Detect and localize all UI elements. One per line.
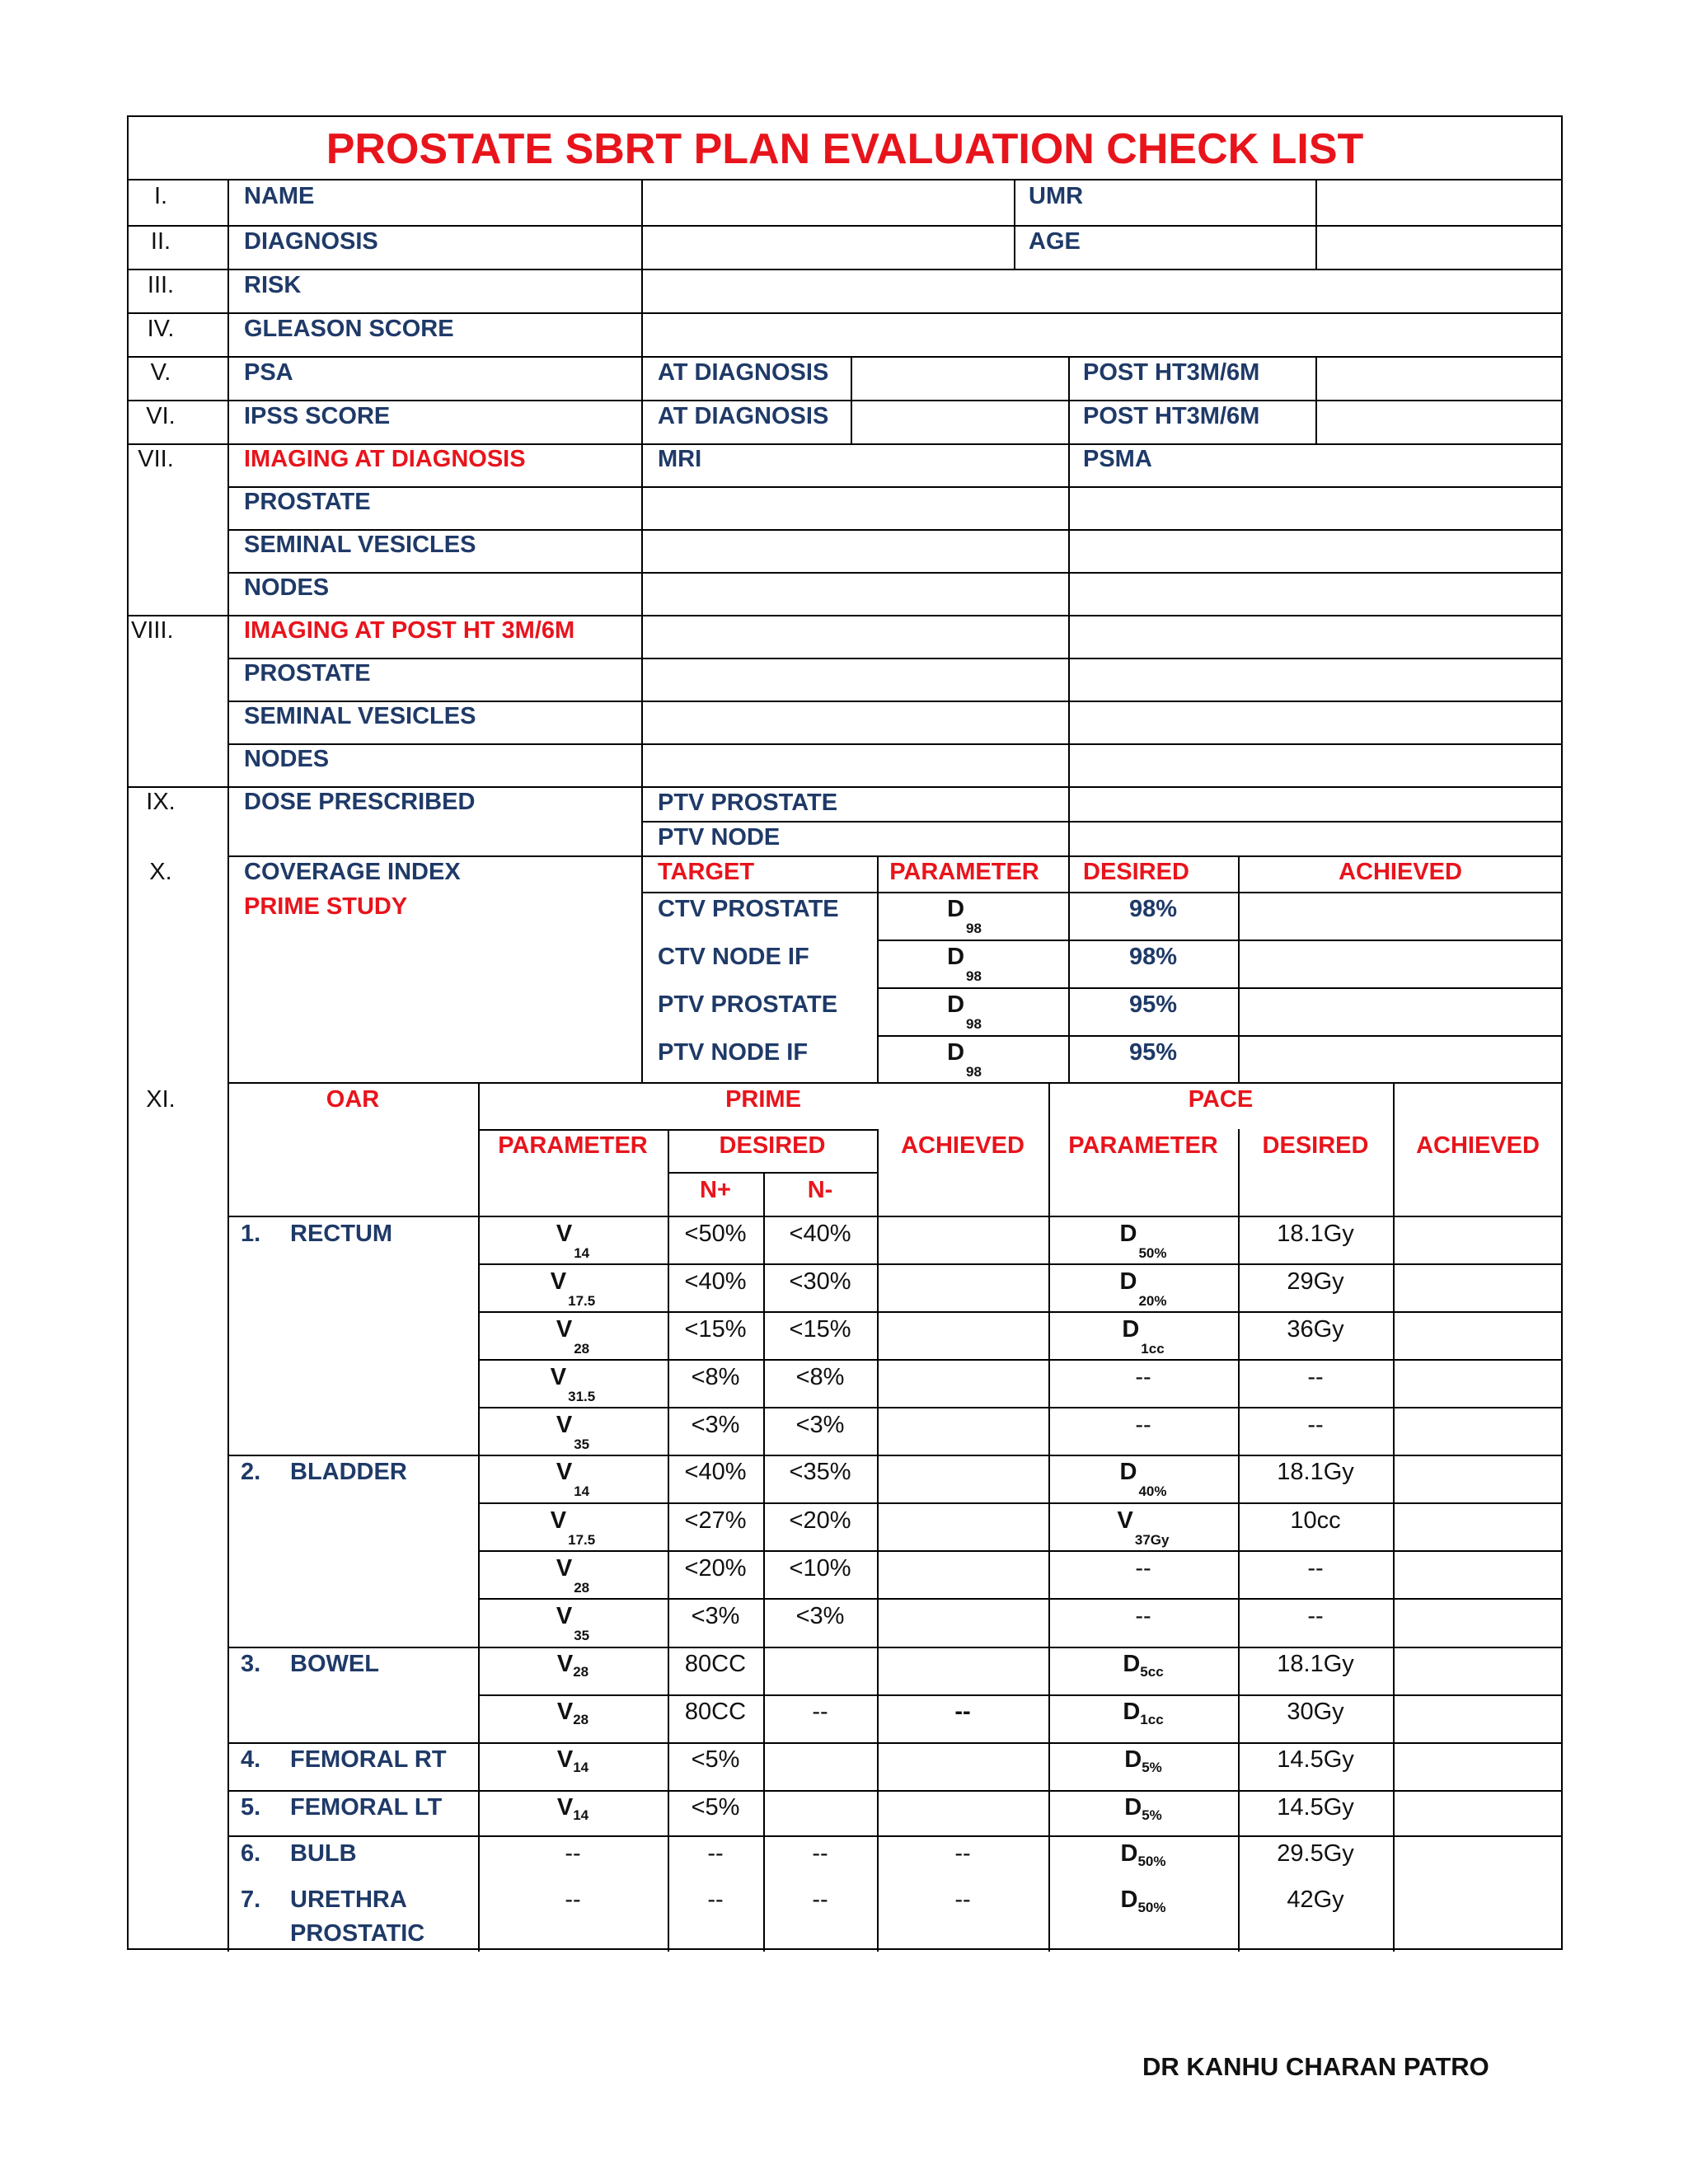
parameter-subscript: 28 <box>574 1341 590 1357</box>
row-number: XI. <box>146 1086 176 1113</box>
parameter-subscript: 20% <box>1138 1293 1167 1309</box>
pace-desired-value: 14.5Gy <box>1277 1794 1354 1821</box>
pace-desired-value: -- <box>1307 1412 1324 1438</box>
parameter-symbol: V <box>550 1268 567 1295</box>
organ-number: 3. <box>241 1651 261 1677</box>
prime-parameter <box>556 1794 589 1823</box>
parameter-subscript: 1cc <box>1141 1341 1165 1357</box>
field-label-umr: UMR <box>1029 183 1084 209</box>
parameter-symbol: D <box>947 991 965 1018</box>
coverage-desired: 95% <box>1128 1039 1178 1066</box>
grid-line <box>877 940 1563 941</box>
pace-parameter <box>1123 1651 1164 1680</box>
pace-parameter <box>1120 1840 1166 1869</box>
grid-line <box>478 1694 1563 1696</box>
grid-line <box>227 743 1563 745</box>
n-plus-value: <15% <box>684 1316 747 1343</box>
grid-line <box>641 179 643 1082</box>
pace-parameter <box>1117 1507 1170 1548</box>
grid-line <box>877 1035 1563 1037</box>
grid-line <box>129 312 1563 314</box>
mri-label: MRI <box>658 446 702 472</box>
n-minus-value: -- <box>812 1840 828 1867</box>
prime-parameter <box>556 1603 590 1643</box>
parameter-subscript: 14 <box>574 1483 590 1499</box>
coverage-parameter <box>947 1039 982 1080</box>
n-plus-value: <5% <box>691 1794 740 1821</box>
row-number: VII. <box>138 446 174 472</box>
prime-parameter <box>556 1412 590 1452</box>
field-label-age: AGE <box>1029 228 1081 255</box>
parameter-subscript: 98 <box>966 921 982 936</box>
organ-number: 7. <box>241 1886 261 1913</box>
parameter-symbol: D <box>1122 1316 1140 1343</box>
ptv-node-label: PTV NODE <box>658 824 781 851</box>
field-label-iv: GLEASON SCORE <box>244 316 454 342</box>
coverage-desired: 95% <box>1128 991 1178 1018</box>
parameter-symbol: D <box>947 896 965 922</box>
psma-label: PSMA <box>1083 446 1152 472</box>
parameter-subscript: 98 <box>966 1064 982 1080</box>
organ-number: 6. <box>241 1840 261 1867</box>
parameter-symbol: V <box>1117 1507 1133 1534</box>
parameter-symbol: V <box>556 1555 573 1582</box>
parameter-subscript: 28 <box>573 1664 589 1680</box>
grid-line <box>478 1129 877 1131</box>
pace-desired-value: 36Gy <box>1287 1316 1344 1343</box>
grid-line <box>227 701 1563 702</box>
grid-line <box>1048 1082 1050 1952</box>
checklist-table <box>127 115 1563 1950</box>
grid-line <box>478 1263 1563 1265</box>
parameter-symbol: D <box>1119 1268 1137 1295</box>
parameter-subscript: 35 <box>574 1628 590 1643</box>
imaging-row-label: SEMINAL VESICLES <box>244 532 476 558</box>
organ-name-femoral-rt: FEMORAL RT <box>290 1746 447 1773</box>
ptv-prostate-label: PTV PROSTATE <box>658 790 838 816</box>
grid-line <box>227 529 1563 531</box>
parameter-symbol: D <box>1123 1699 1141 1725</box>
grid-line <box>227 1216 1563 1217</box>
n-plus-value: 80CC <box>684 1651 747 1677</box>
n-minus-value: <8% <box>795 1364 845 1390</box>
pace-desired-value: 10cc <box>1290 1507 1341 1534</box>
pace-desired-value: -- <box>1307 1603 1324 1629</box>
grid-line <box>129 786 1563 788</box>
n-minus-value: <10% <box>789 1555 851 1582</box>
grid-line <box>1315 179 1317 269</box>
prime-desired-header: DESIRED <box>719 1132 826 1159</box>
parameter-symbol: D <box>1120 1886 1138 1913</box>
coverage-parameter <box>947 896 982 936</box>
grid-line <box>478 1502 1563 1504</box>
parameter-symbol: D <box>1120 1840 1138 1867</box>
parameter-symbol: V <box>556 1316 573 1343</box>
n-minus-value: -- <box>812 1699 828 1725</box>
grid-line <box>129 179 1563 180</box>
n-plus-header: N+ <box>700 1177 731 1203</box>
parameter-symbol: V <box>556 1794 574 1821</box>
field-label-ii: DIAGNOSIS <box>244 228 378 255</box>
row-number: III. <box>147 272 175 298</box>
parameter-subscript: 5% <box>1142 1807 1162 1823</box>
parameter-subscript: 28 <box>574 1580 590 1596</box>
parameter-symbol: D <box>947 1039 965 1066</box>
prime-parameter <box>556 1651 589 1680</box>
pace-desired-value: 18.1Gy <box>1277 1221 1354 1247</box>
pace-desired-value: 29.5Gy <box>1277 1840 1354 1867</box>
row-number: I. <box>153 183 168 209</box>
grid-line <box>877 1129 879 1952</box>
prime-parameter <box>550 1268 596 1309</box>
pace-header: PACE <box>1188 1086 1254 1113</box>
organ-name-urethra: URETHRA <box>290 1886 407 1913</box>
n-plus-value: <40% <box>684 1268 747 1295</box>
parameter-symbol: V <box>556 1603 573 1629</box>
grid-line <box>1393 1082 1395 1952</box>
pace-parameter: -- <box>1135 1603 1151 1629</box>
grid-line <box>877 987 1563 989</box>
parameter-symbol: V <box>556 1746 574 1773</box>
parameter-subscript: 40% <box>1138 1483 1167 1499</box>
parameter-subscript: 1cc <box>1140 1712 1164 1727</box>
pace-desired-value: 18.1Gy <box>1277 1459 1354 1485</box>
pace-parameter <box>1119 1459 1167 1499</box>
pace-parameter: -- <box>1135 1412 1151 1438</box>
target-header: TARGET <box>658 859 755 885</box>
row-number: V. <box>150 359 171 386</box>
parameter-subscript: 35 <box>574 1436 590 1452</box>
parameter-symbol: D <box>1119 1221 1137 1247</box>
pace-parameter <box>1122 1316 1165 1357</box>
parameter-subscript: 17.5 <box>568 1532 596 1548</box>
grid-line <box>478 1550 1563 1552</box>
row-number: X. <box>149 859 172 885</box>
row-number: IX. <box>146 789 176 815</box>
grid-line <box>227 1742 1563 1744</box>
grid-line <box>641 892 1563 893</box>
imaging-row-label: SEMINAL VESICLES <box>244 703 476 729</box>
organ-number: 4. <box>241 1746 261 1773</box>
grid-line <box>851 356 852 443</box>
row-number: VI. <box>146 403 176 429</box>
parameter-symbol: V <box>556 1699 574 1725</box>
coverage-target: CTV NODE IF <box>658 944 809 970</box>
parameter-subscript: 17.5 <box>568 1293 596 1309</box>
n-plus-value: -- <box>707 1840 724 1867</box>
coverage-target: CTV PROSTATE <box>658 896 839 922</box>
grid-line <box>129 615 1563 616</box>
achieved-header: ACHIEVED <box>1339 859 1462 885</box>
row-number: VIII. <box>131 617 174 644</box>
imaging-row-label: PROSTATE <box>244 489 371 515</box>
grid-line <box>227 1455 1563 1456</box>
pace-parameter <box>1123 1699 1164 1727</box>
pace-parameter <box>1120 1886 1166 1915</box>
parameter-symbol: D <box>947 944 965 970</box>
coverage-desired: 98% <box>1128 896 1178 922</box>
prime-parameter: -- <box>565 1886 581 1913</box>
parameter-symbol: V <box>556 1651 574 1677</box>
organ-name-rectum: RECTUM <box>290 1221 393 1247</box>
pace-desired-value: -- <box>1307 1555 1324 1582</box>
pace-desired-value: 18.1Gy <box>1277 1651 1354 1677</box>
parameter-symbol: V <box>550 1364 567 1390</box>
pace-parameter: -- <box>1135 1555 1151 1582</box>
prime-parameter: -- <box>565 1840 581 1867</box>
organ-name-bulb: BULB <box>290 1840 357 1867</box>
grid-line <box>227 855 1563 857</box>
prime-parameter <box>556 1316 590 1357</box>
imaging-row-label: PROSTATE <box>244 660 371 687</box>
dose-prescribed-label: DOSE PRESCRIBED <box>244 789 476 815</box>
parameter-symbol: V <box>556 1221 573 1247</box>
grid-line <box>763 1172 765 1952</box>
n-minus-value: <40% <box>789 1221 851 1247</box>
prime-parameter <box>556 1459 590 1499</box>
parameter-subscript: 50% <box>1138 1245 1167 1261</box>
pace-desired-value: 30Gy <box>1287 1699 1344 1725</box>
organ-number: 2. <box>241 1459 261 1485</box>
prime-parameter <box>550 1507 596 1548</box>
imaging-row-label: NODES <box>244 574 330 601</box>
parameter-subscript: 5cc <box>1140 1664 1164 1680</box>
prime-achieved-value: -- <box>954 1840 971 1867</box>
at-diagnosis-label: AT DIAGNOSIS <box>658 359 829 386</box>
pace-desired-value: 42Gy <box>1287 1886 1344 1913</box>
grid-line <box>1315 356 1317 443</box>
n-plus-value: <27% <box>684 1507 747 1534</box>
at-diagnosis-label: AT DIAGNOSIS <box>658 403 829 429</box>
parameter-header: PARAMETER <box>889 859 1039 885</box>
parameter-subscript: 98 <box>966 1016 982 1032</box>
parameter-subscript: 14 <box>573 1807 589 1823</box>
coverage-target: PTV PROSTATE <box>658 991 838 1018</box>
coverage-index-label: COVERAGE INDEX <box>244 859 461 885</box>
parameter-symbol: D <box>1124 1746 1142 1773</box>
grid-line <box>1068 356 1070 1082</box>
n-plus-value: <3% <box>691 1603 740 1629</box>
prime-parameter <box>556 1746 589 1775</box>
grid-line <box>129 400 1563 401</box>
field-label-v: PSA <box>244 359 293 386</box>
desired-header: DESIRED <box>1083 859 1189 885</box>
pace-desired-value: 14.5Gy <box>1277 1746 1354 1773</box>
oar-header: OAR <box>326 1086 380 1113</box>
pace-parameter <box>1119 1221 1167 1261</box>
grid-line <box>227 1790 1563 1792</box>
field-label-vi: IPSS SCORE <box>244 403 391 429</box>
parameter-symbol: D <box>1124 1794 1142 1821</box>
field-label-iii: RISK <box>244 272 302 298</box>
organ-number: 1. <box>241 1221 261 1247</box>
n-minus-value: <20% <box>789 1507 851 1534</box>
n-minus-value: <30% <box>789 1268 851 1295</box>
author-signature: DR KANHU CHARAN PATRO <box>1142 2052 1489 2081</box>
grid-line <box>1238 1129 1240 1952</box>
imaging-row-label: NODES <box>244 746 330 772</box>
prime-achieved-header: ACHIEVED <box>901 1132 1025 1159</box>
coverage-parameter <box>947 991 982 1032</box>
prime-parameter <box>556 1555 590 1596</box>
pace-parameter: -- <box>1135 1364 1151 1390</box>
grid-line <box>478 1082 480 1952</box>
row-number: IV. <box>147 316 175 342</box>
grid-line <box>478 1598 1563 1600</box>
grid-line <box>478 1311 1563 1313</box>
grid-line <box>129 225 1563 227</box>
n-plus-value: <3% <box>691 1412 740 1438</box>
n-minus-header: N- <box>807 1177 833 1203</box>
grid-line <box>668 1129 669 1952</box>
prime-achieved-value: -- <box>954 1886 971 1913</box>
grid-line <box>227 1835 1563 1837</box>
n-plus-value: <50% <box>684 1221 747 1247</box>
n-plus-value: <5% <box>691 1746 740 1773</box>
pace-parameter-header: PARAMETER <box>1068 1132 1218 1159</box>
n-plus-value: 80CC <box>684 1699 747 1725</box>
organ-name-bladder: BLADDER <box>290 1459 407 1485</box>
grid-line <box>227 486 1563 488</box>
parameter-subscript: 5% <box>1142 1760 1162 1775</box>
n-minus-value: <35% <box>789 1459 851 1485</box>
organ-name-bowel: BOWEL <box>290 1651 379 1677</box>
coverage-parameter <box>947 944 982 984</box>
grid-line <box>478 1407 1563 1408</box>
parameter-symbol: V <box>556 1412 573 1438</box>
n-minus-value: <15% <box>789 1316 851 1343</box>
grid-line <box>227 1647 1563 1648</box>
prime-parameter <box>556 1699 589 1727</box>
parameter-subscript: 50% <box>1137 1854 1166 1869</box>
coverage-target: PTV NODE IF <box>658 1039 809 1066</box>
prime-header: PRIME <box>725 1086 801 1113</box>
prime-parameter <box>556 1221 590 1261</box>
grid-line <box>877 855 879 1082</box>
prime-study-label: PRIME STUDY <box>244 893 408 920</box>
organ-name-femoral-lt: FEMORAL LT <box>290 1794 443 1821</box>
prime-parameter-header: PARAMETER <box>498 1132 648 1159</box>
grid-line <box>129 356 1563 358</box>
grid-line <box>1014 179 1015 269</box>
pace-parameter <box>1124 1746 1162 1775</box>
parameter-symbol: V <box>550 1507 567 1534</box>
parameter-symbol: D <box>1123 1651 1141 1677</box>
n-plus-value: <20% <box>684 1555 747 1582</box>
grid-line <box>668 1172 877 1174</box>
page-title: PROSTATE SBRT PLAN EVALUATION CHECK LIST <box>326 125 1364 173</box>
imaging-post-ht-label: IMAGING AT POST HT 3M/6M <box>244 617 575 644</box>
pace-desired-value: 29Gy <box>1287 1268 1344 1295</box>
grid-line <box>129 443 1563 445</box>
post-ht-label: POST HT3M/6M <box>1083 403 1260 429</box>
parameter-symbol: V <box>556 1459 573 1485</box>
coverage-desired: 98% <box>1128 944 1178 970</box>
grid-line <box>641 821 1563 823</box>
grid-line <box>227 572 1563 574</box>
prime-achieved-value: -- <box>954 1699 971 1725</box>
n-minus-value: <3% <box>795 1412 845 1438</box>
grid-line <box>227 179 229 1952</box>
row-number: II. <box>150 228 171 255</box>
parameter-subscript: 37Gy <box>1134 1532 1170 1548</box>
parameter-subscript: 50% <box>1137 1900 1166 1915</box>
parameter-symbol: D <box>1119 1459 1137 1485</box>
n-plus-value: <40% <box>684 1459 747 1485</box>
imaging-at-diagnosis-label: IMAGING AT DIAGNOSIS <box>244 446 526 472</box>
organ-number: 5. <box>241 1794 261 1821</box>
pace-desired-value: -- <box>1307 1364 1324 1390</box>
pace-parameter <box>1124 1794 1162 1823</box>
field-label-i: NAME <box>244 183 315 209</box>
n-minus-value: -- <box>812 1886 828 1913</box>
organ-name-urethra-prostatic: PROSTATIC <box>290 1920 425 1947</box>
pace-desired-header: DESIRED <box>1262 1132 1369 1159</box>
n-plus-value: <8% <box>691 1364 740 1390</box>
parameter-subscript: 31.5 <box>568 1389 596 1404</box>
post-ht-label: POST HT3M/6M <box>1083 359 1260 386</box>
grid-line <box>129 269 1563 270</box>
n-minus-value: <3% <box>795 1603 845 1629</box>
parameter-subscript: 98 <box>966 968 982 984</box>
grid-line <box>1238 855 1240 1082</box>
parameter-subscript: 28 <box>573 1712 589 1727</box>
pace-parameter <box>1119 1268 1167 1309</box>
n-plus-value: -- <box>707 1886 724 1913</box>
parameter-subscript: 14 <box>573 1760 589 1775</box>
parameter-subscript: 14 <box>574 1245 590 1261</box>
pace-achieved-header: ACHIEVED <box>1416 1132 1540 1159</box>
grid-line <box>227 1082 1563 1084</box>
grid-line <box>227 658 1563 659</box>
grid-line <box>478 1359 1563 1361</box>
prime-parameter <box>550 1364 596 1404</box>
